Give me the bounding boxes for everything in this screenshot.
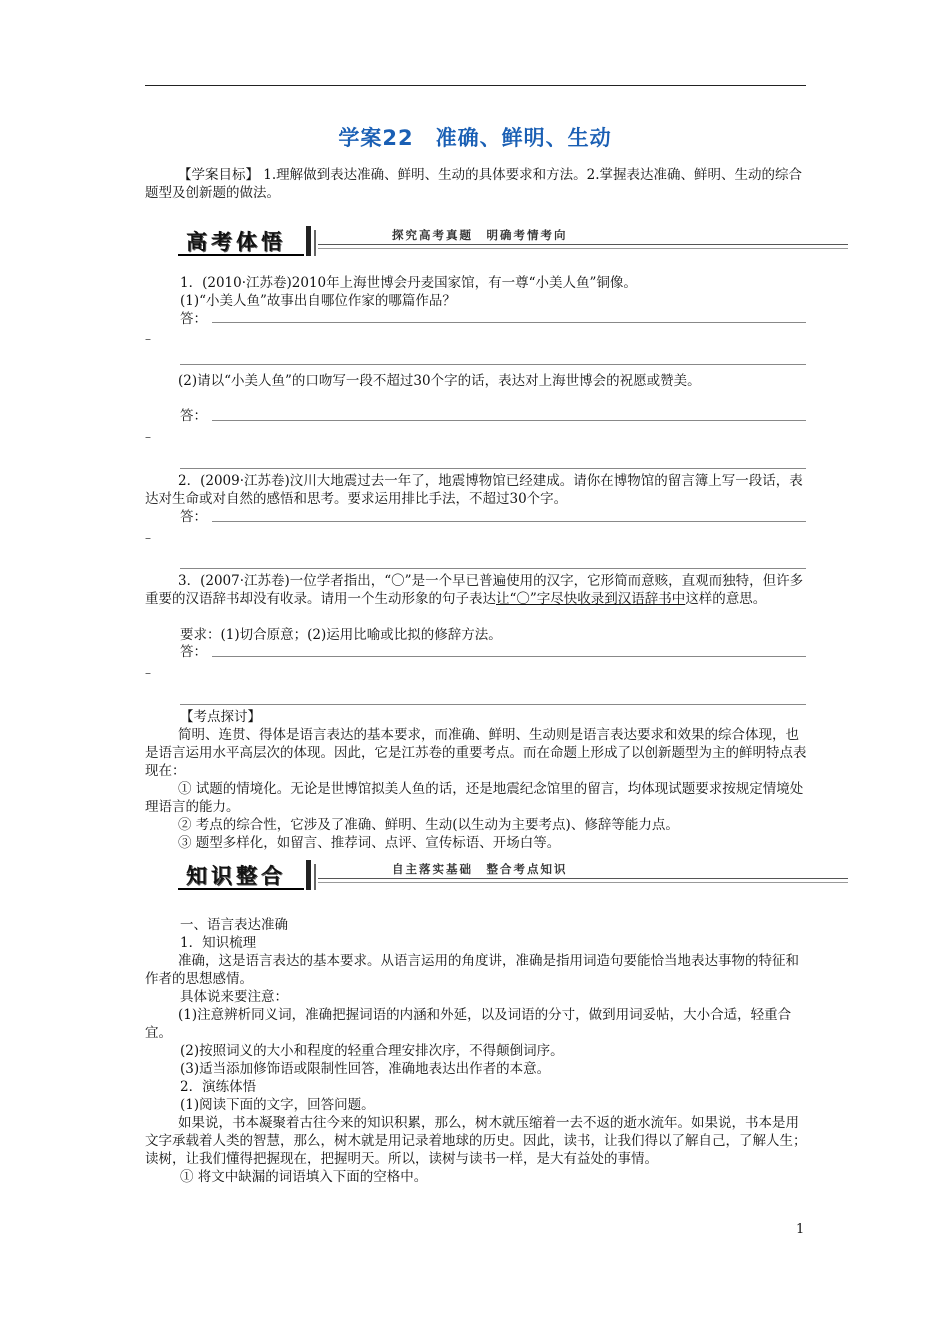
answer-line[interactable] xyxy=(212,420,806,421)
question-3-stem-end: 这样的意思。 xyxy=(685,591,767,607)
answer-line[interactable] xyxy=(180,568,806,569)
banner-bar-thin xyxy=(314,230,316,256)
page-number: 1 xyxy=(796,1222,805,1237)
banner-subtitle: 自主落实基础 整合考点知识 xyxy=(392,862,568,876)
exercise-question: ① 将文中缺漏的词语填入下面的空格中。 xyxy=(180,1169,428,1185)
answer-line[interactable] xyxy=(180,468,806,469)
answer-line[interactable] xyxy=(212,322,806,323)
banner-bar xyxy=(306,226,311,256)
dash-mark: – xyxy=(145,666,151,680)
page-title: 学案22 准确、鲜明、生动 xyxy=(338,126,612,150)
banner-tag-text: 高考体悟 xyxy=(186,230,286,254)
exercise-instruction: (1)阅读下面的文字，回答问题。 xyxy=(180,1097,375,1113)
question-3-stem-text: 3．(2007·江苏卷)一位学者指出，“〇”是一个早已普遍使用的汉字，它形简而意赅，直观而独特，但许多重要的汉语辞书却没有收录。请用一个生动形象的句子表达 xyxy=(145,573,804,607)
kaodian-point-2: ② 考点的综合性，它涉及了准确、鲜明、生动(以生动为主要考点)、修辞等能力点。 xyxy=(178,817,679,833)
header-rule xyxy=(145,85,806,86)
kaodian-point-1: ① 试题的情境化。无论是世博馆拟美人鱼的话，还是地震纪念馆里的留言，均体现试题要求按规定情境处理语言的能力。 xyxy=(145,781,804,815)
question-1-stem: 1．(2010·江苏卷)2010年上海世博会丹麦国家馆，有一尊“小美人鱼”铜像。 xyxy=(180,275,637,291)
subsection-heading-1: 1．知识梳理 xyxy=(180,935,257,951)
answer-label: 答： xyxy=(180,408,207,424)
banner-tag-text: 知识整合 xyxy=(186,864,286,888)
question-2-stem: 2．(2009·江苏卷)汶川大地震过去一年了，地震博物馆已经建成。请你在博物馆的留言簿上写一段话，表达对生命或对自然的感悟和思考。要求运用排比手法，不超过30个字。 xyxy=(145,473,803,507)
section-heading-1: 一、语言表达准确 xyxy=(180,917,288,933)
dash-mark: – xyxy=(145,332,151,346)
answer-label: 答： xyxy=(180,644,207,660)
banner-tag xyxy=(178,860,304,890)
banner-bar-thin xyxy=(314,864,316,890)
learning-goal: 【学案目标】 1.理解做到表达准确、鲜明、生动的具体要求和方法。2.掌握表达准确、鲜明、生动的综合题型及创新题的做法。 xyxy=(145,167,803,201)
list-item-2: (2)按照词义的大小和程度的轻重合理安排次序，不得颠倒词序。 xyxy=(180,1043,564,1059)
answer-line[interactable] xyxy=(180,364,806,365)
list-item-1: (1)注意辨析同义词，准确把握词语的内涵和外延，以及词语的分寸，做到用词妥帖，大小合适，轻重合宜。 xyxy=(145,1007,792,1041)
question-3-stem xyxy=(145,572,807,608)
banner-rule-thin xyxy=(318,248,848,249)
dash-mark: – xyxy=(145,531,151,545)
question-1-part-1: (1)“小美人鱼”故事出自哪位作家的哪篇作品？ xyxy=(180,293,456,309)
subsection-heading-2: 2．演练体悟 xyxy=(180,1079,257,1095)
banner-tag xyxy=(178,226,304,256)
banner-subtitle: 探究高考真题 明确考情考向 xyxy=(392,228,568,242)
answer-label: 答： xyxy=(180,311,207,327)
answer-line[interactable] xyxy=(212,656,806,657)
answer-line[interactable] xyxy=(212,521,806,522)
banner-rule-thin xyxy=(318,882,848,883)
kaodian-heading: 【考点探讨】 xyxy=(180,709,261,725)
question-3-stem-underlined: 让“〇”字尽快收录到汉语辞书中 xyxy=(496,591,686,607)
answer-label: 答： xyxy=(180,509,207,525)
banner-rule xyxy=(318,244,848,245)
kaodian-paragraph: 简明、连贯、得体是语言表达的基本要求，而准确、鲜明、生动则是语言表达要求和效果的综合体现，也是语言运用水平高层次的体现。因此，它是江苏卷的重要考点。而在命题上形成了以创新题型为主的鲜明特点表现在： xyxy=(145,727,807,779)
banner-bar xyxy=(306,860,311,890)
dash-mark: – xyxy=(145,430,151,444)
question-1-part-2: (2)请以“小美人鱼”的口吻写一段不超过30个字的话，表达对上海世博会的祝愿或赞美。 xyxy=(178,373,701,389)
paragraph-accuracy: 准确，这是语言表达的基本要求。从语言运用的角度讲，准确是指用词造句要能恰当地表达事物的特征和作者的思想感情。 xyxy=(145,953,799,987)
reading-passage: 如果说，书本凝聚着古往今来的知识积累，那么，树木就压缩着一去不返的逝水流年。如果说，书本是用文字承载着人类的智慧，那么，树木就是用记录着地球的历史。因此，读书，让我们得以了解自己，了解人生；读树，让我们懂得把握现在，把握明天。所以，读树与读书一样，是大有益处的事情。 xyxy=(145,1115,807,1167)
list-item-3: (3)适当添加修饰语或限制性回答，准确地表达出作者的本意。 xyxy=(180,1061,551,1077)
section-banner-zhishi xyxy=(178,860,848,890)
paragraph-note: 具体说来要注意： xyxy=(180,989,288,1005)
question-3-requirement: 要求：(1)切合原意；(2)运用比喻或比拟的修辞方法。 xyxy=(180,627,502,643)
answer-line[interactable] xyxy=(180,704,806,705)
section-banner-gaokao xyxy=(178,226,848,256)
kaodian-point-3: ③ 题型多样化，如留言、推荐词、点评、宣传标语、开场白等。 xyxy=(178,835,561,851)
banner-rule xyxy=(318,878,848,879)
